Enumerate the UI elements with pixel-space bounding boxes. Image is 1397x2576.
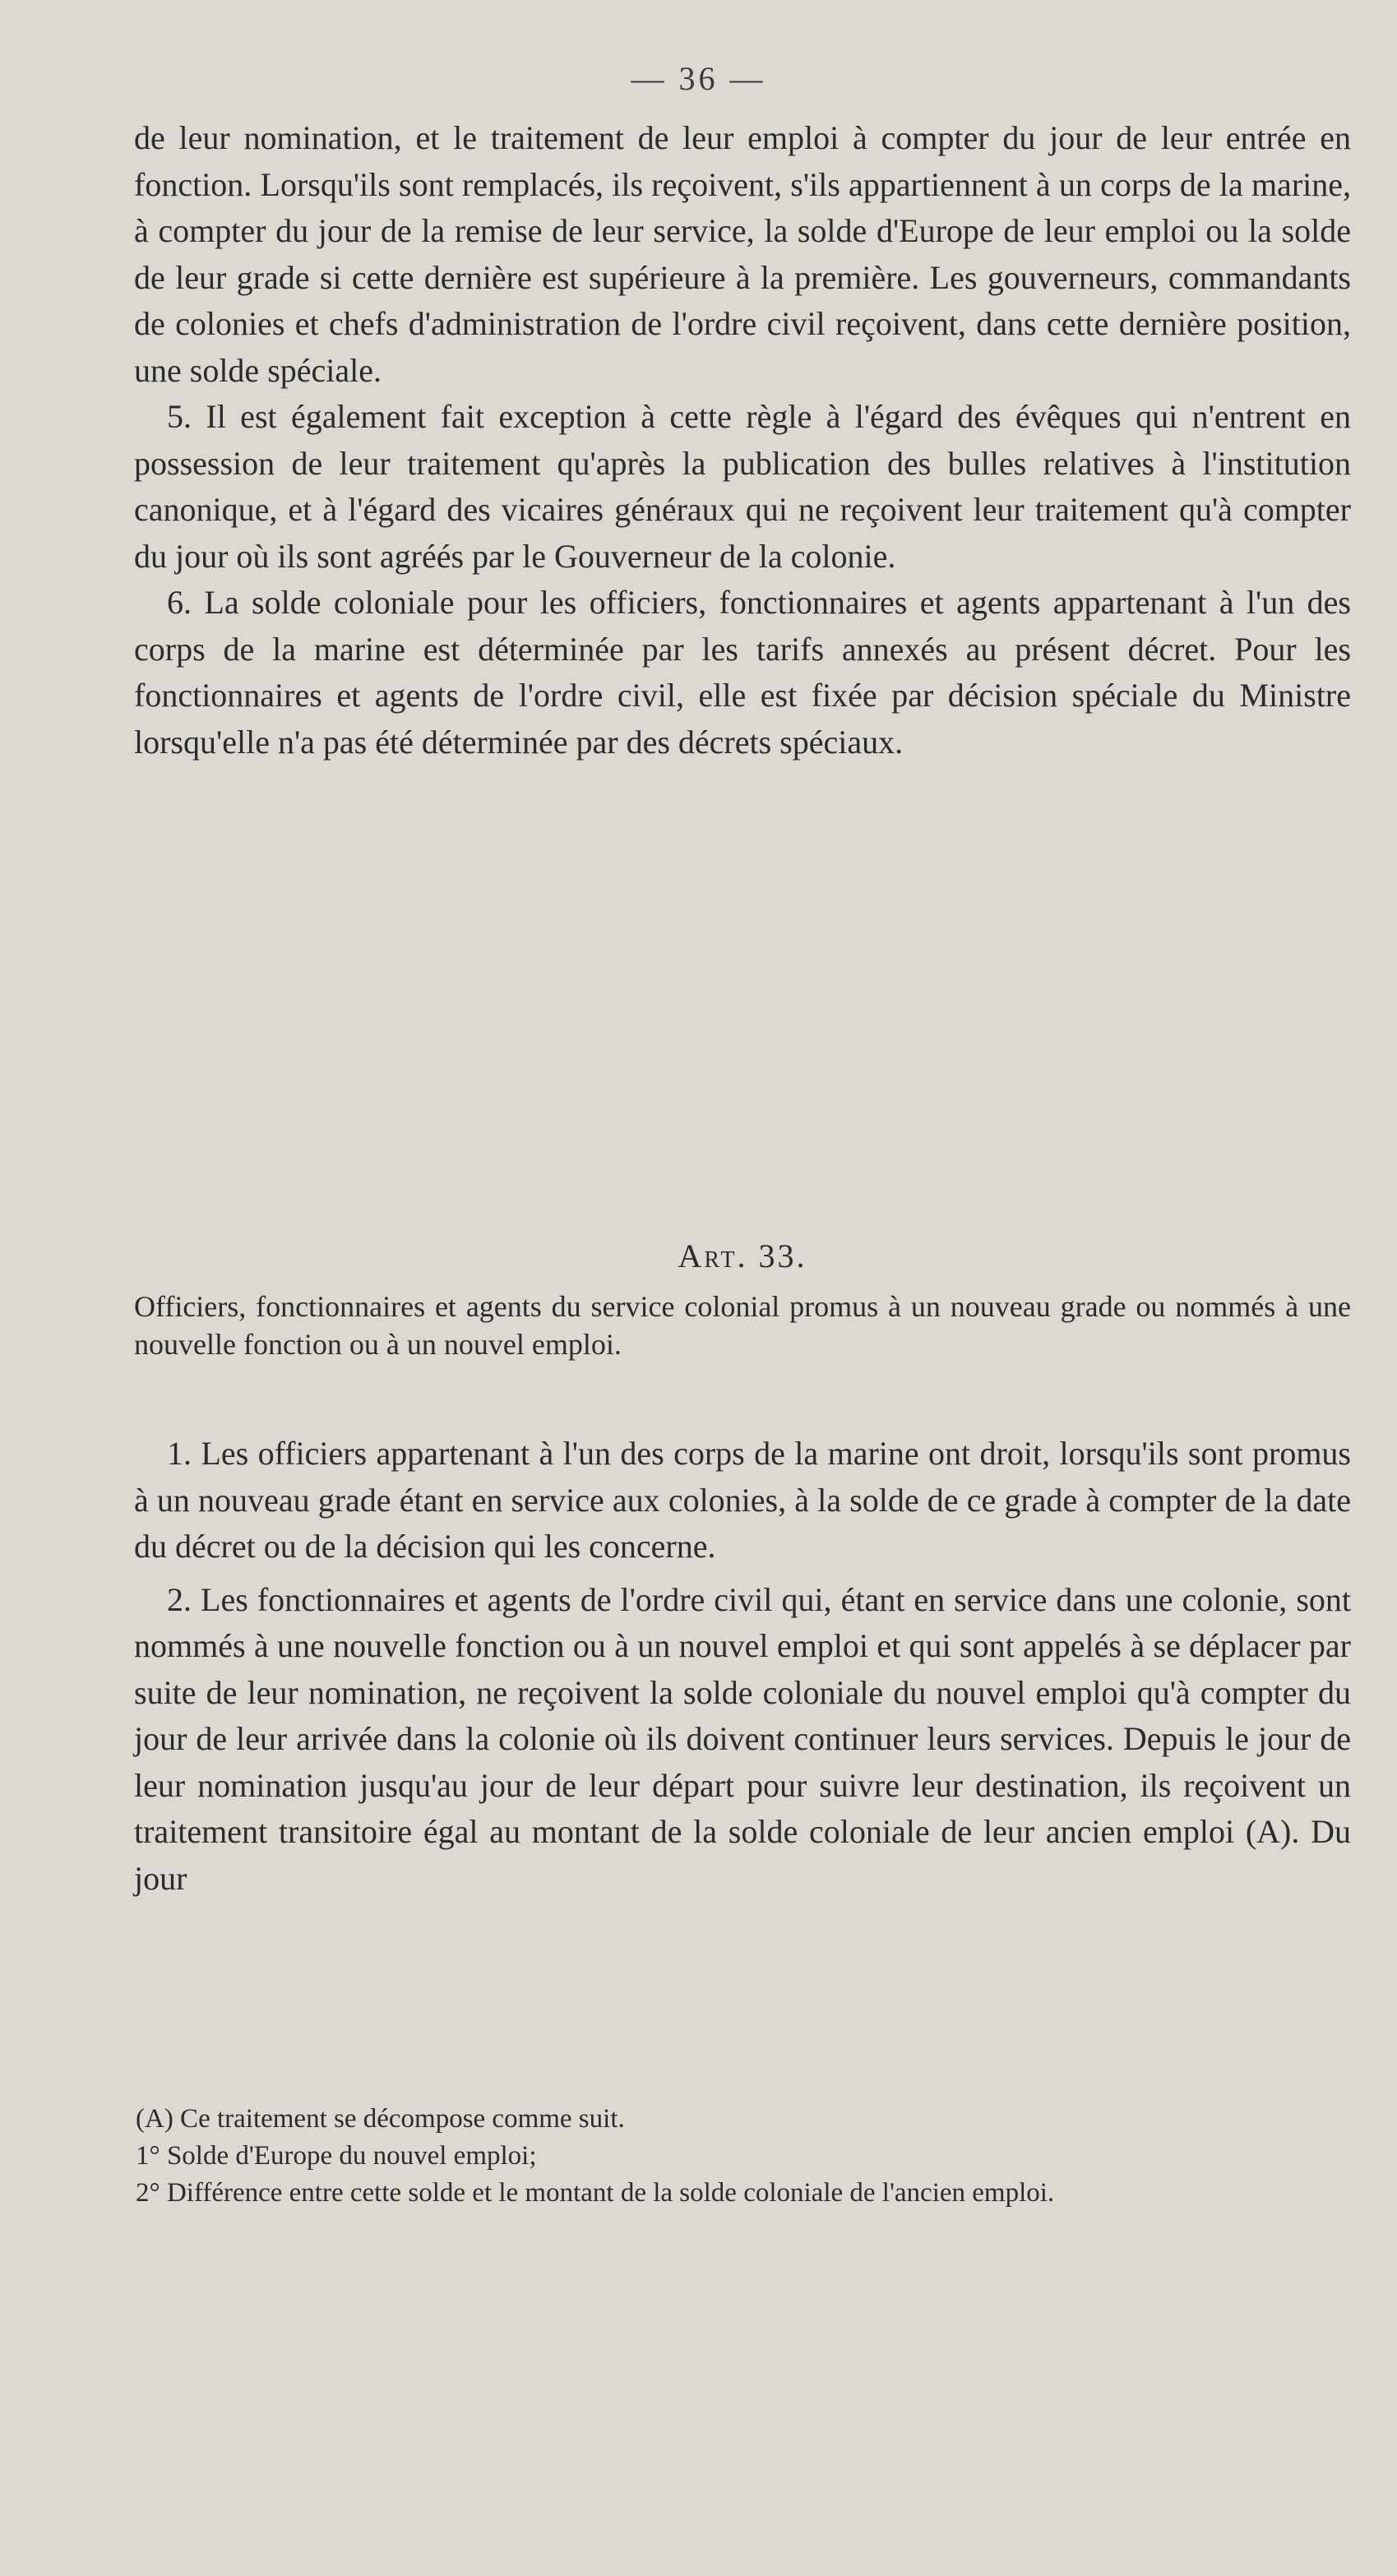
paragraph-continuation: de leur nomination, et le traitement de leur emploi à compter du jour de leur entrée en fonction. Lorsqu'ils sont remplacés, ils reçoivent, s'ils appartiennent à un corps de la marine, à compter du jour de la remise de leur service, la solde d'Europe de leur emploi ou la solde de leur grade si cette dernière est supérieure à la première. Les gouverneurs, commandants de colonies et chefs d'administration de l'ordre civil reçoivent, dans cette dernière position, une solde spéciale. xyxy=(134,119,1351,389)
paragraph-item-5: 5. Il est également fait exception à cette règle à l'égard des évêques qui n'entrent en possession de leur traitement qu'après la publication des bulles relatives à l'institution canonique, et à l'égard des vicaires généraux qui ne reçoivent leur traitement qu'à compter du jour où ils sont agréés par le Gouverneur de la colonie. xyxy=(134,398,1351,575)
footnote-a: (A) Ce traitement se décompose comme suit. xyxy=(136,2104,625,2134)
footnote-item-1: 1° Solde d'Europe du nouvel emploi; xyxy=(136,2141,537,2171)
body-top xyxy=(134,115,1351,765)
paragraph-item-1: 1. Les officiers appartenant à l'un des corps de la marine ont droit, lorsqu'ils sont promus à un nouveau grade étant en service aux colonies, à la solde de ce grade à compter de la date du décret ou de la décision qui les concerne. xyxy=(134,1435,1351,1565)
footnote-item-2: 2° Différence entre cette solde et le montant de la solde coloniale de l'ancien emploi. xyxy=(136,2178,1055,2208)
article-number: . 33. xyxy=(737,1237,807,1274)
paragraph-item-6: 6. La solde coloniale pour les officiers, fonctionnaires et agents appartenant à l'un des corps de la marine est déterminée par les tarifs annexés au présent décret. Pour les fonctionnaires et agents de l'ordre civil, elle est fixée par décision spéciale du Ministre lorsqu'elle n'a pas été déterminée par des décrets spéciaux. xyxy=(134,584,1351,761)
article-heading-block xyxy=(134,1233,1351,1363)
article-prefix: Art xyxy=(678,1237,738,1274)
article-heading xyxy=(134,1233,1351,1279)
body-bottom xyxy=(134,1431,1351,1902)
footnotes xyxy=(134,2101,1351,2212)
page-number: — 36 — xyxy=(631,60,766,97)
paragraph-item-2: 2. Les fonctionnaires et agents de l'ordre civil qui, étant en service dans une colonie, sont nommés à une nouvelle fonction ou à un nouvel emploi et qui sont appelés à se déplacer par suite de leur nomination, ne reçoivent la solde coloniale du nouvel emploi qu'à compter du jour de leur arrivée dans la colonie où ils doivent continuer leurs services. Depuis le jour de leur nomination jusqu'au jour de leur départ pour suivre leur destination, ils reçoivent un traitement transitoire égal au montant de la solde coloniale de leur ancien emploi (A). Du jour xyxy=(134,1580,1351,1897)
article-subtitle: Officiers, fonctionnaires et agents du service colonial promus à un nouveau grade ou nommés à une nouvelle fonction ou à un nouvel emploi. xyxy=(134,1290,1351,1361)
